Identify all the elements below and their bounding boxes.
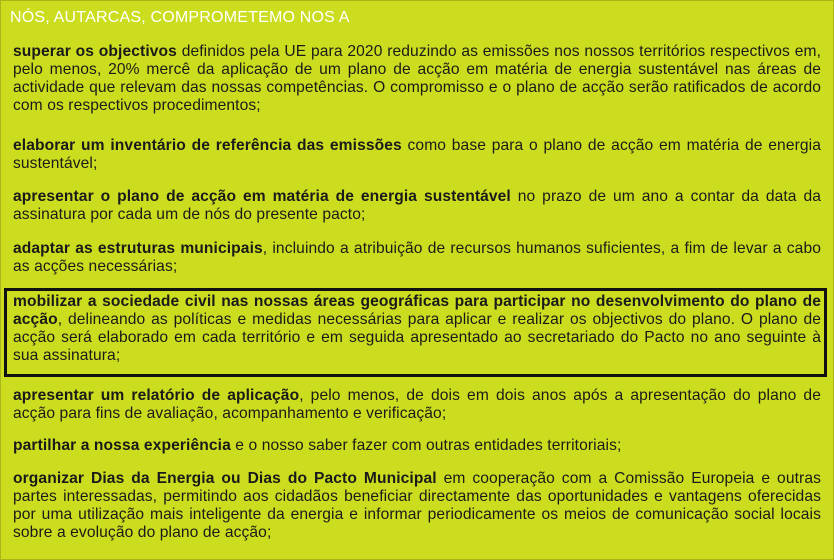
item-lead: mobilizar a sociedade civil nas nossas áreas geográficas para participar no desenvolvimento do plano de acção: [13, 293, 821, 328]
commitment-item-4: [13, 240, 821, 276]
item-text: no prazo de um ano a contar da data da assinatura por cada um de nós do presente pacto;: [13, 188, 822, 223]
commitment-item-8: [13, 470, 821, 542]
item-text: definidos pela UE para 2020 reduzindo as emissões nos nossos territórios respectivos em, pelo menos, 20% mercê da aplicação de um plano de acção em matéria de energia sustentável nas áreas de actividade que relevam das nossas competências. O compromisso e o plano de acção serão ratificados de acordo com os respectivos procedimentos;: [13, 43, 822, 114]
item-text: , incluindo a atribuição de recursos humanos suficientes, a fim de levar a cabo as acções necessárias;: [13, 240, 822, 275]
item-text: e o nosso saber fazer com outras entidades territoriais;: [230, 437, 622, 454]
item-text: como base para o plano de acção em matéria de energia sustentável;: [13, 137, 822, 172]
commitment-item-7: [13, 437, 821, 455]
item-lead: apresentar o plano de acção em matéria de energia sustentável: [13, 188, 511, 205]
commitment-item-2: [13, 137, 821, 173]
commitment-item-6: [13, 387, 821, 423]
panel-title: NÓS, AUTARCAS, COMPROMETEMO NOS A: [10, 9, 350, 26]
item-lead: superar os objectivos: [13, 43, 177, 60]
item-lead: adaptar as estruturas municipais: [13, 240, 263, 257]
item-text: em cooperação com a Comissão Europeia e outras partes interessadas, permitindo aos cidadãos beneficiar directamente das oportunidades e vantagens oferecidas por uma utilização mais inteligente da energia e informar periodicamente os meios de comunicação social locais sobre a evolução do plano de acção;: [13, 470, 821, 541]
item-text: , delineando as políticas e medidas necessárias para aplicar e realizar os objectivos do plano. O plano de acção será elaborado em cada território e em seguida apresentado ao secretariado do Pacto no ano seguinte à sua assinatura;: [13, 311, 821, 364]
item-lead: partilhar a nossa experiência: [13, 437, 231, 454]
commitment-item-5: [13, 293, 821, 365]
commitment-item-1: [13, 43, 821, 115]
item-lead: elaborar um inventário de referência das emissões: [13, 137, 402, 154]
item-lead: apresentar um relatório de aplicação: [13, 387, 300, 404]
commitment-item-3: [13, 188, 821, 224]
item-text: , pelo menos, de dois em dois anos após a apresentação do plano de acção para fins de avaliação, acompanhamento e verificação;: [13, 387, 821, 422]
item-lead: organizar Dias da Energia ou Dias do Pacto Municipal: [13, 470, 437, 487]
